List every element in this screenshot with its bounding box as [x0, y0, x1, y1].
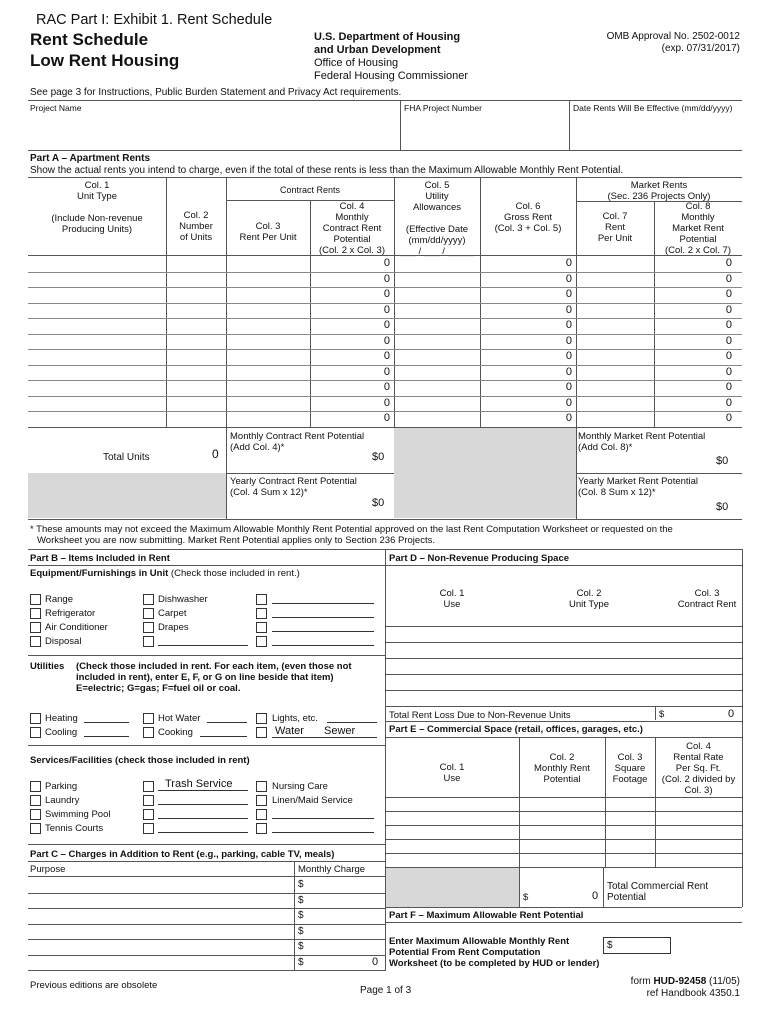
cooling-fuel-line[interactable] [84, 736, 129, 737]
cooking-label: Cooking [158, 727, 193, 738]
total-units-value[interactable]: 0 [212, 447, 219, 461]
disposal-checkbox[interactable] [30, 636, 41, 647]
monthly-market-rent-cell[interactable]: 0 [725, 273, 732, 285]
part-a-title: Part A – Apartment Rents [30, 153, 151, 164]
equipment-heading: Equipment/Furnishings in Unit (Check those included in rent.) [30, 568, 300, 579]
part-d-col1-header: Col. 1 Use [439, 588, 465, 610]
gross-rent-cell[interactable]: 0 [565, 397, 572, 409]
other-equipment-checkbox-1[interactable] [143, 636, 154, 647]
agency-name: U.S. Department of Housing [314, 31, 461, 43]
handbook-reference: ref Handbook 4350.1 [646, 988, 740, 999]
air-conditioner-checkbox[interactable] [30, 622, 41, 633]
gross-rent-cell[interactable]: 0 [565, 304, 572, 316]
gross-rent-cell[interactable]: 0 [565, 319, 572, 331]
exhibit-title: RAC Part I: Exhibit 1. Rent Schedule [36, 12, 273, 28]
gross-rent-cell[interactable]: 0 [565, 257, 572, 269]
instructions-note: See page 3 for Instructions, Public Burden Statement and Privacy Act requirements. [30, 87, 402, 98]
charge-row[interactable] [28, 924, 385, 939]
tennis-courts-checkbox[interactable] [30, 823, 41, 834]
table-row[interactable] [28, 334, 742, 350]
commissioner-name: Federal Housing Commissioner [314, 70, 469, 82]
part-f-instructions: Enter Maximum Allowable Monthly Rent Potential From Rent Computation Worksheet (to be completed by HUD or lender) [389, 936, 600, 969]
yearly-market-value[interactable]: $0 [716, 501, 729, 513]
part-d-col3-header: Col. 3 Contract Rent [677, 588, 737, 610]
other-service-line-2[interactable] [158, 818, 248, 819]
footnote-line-1: * These amounts may not exceed the Maximum Allowable Monthly Rent Potential approved on the last Rent Computation Worksheet or requested on the [30, 524, 673, 535]
carpet-label: Carpet [158, 608, 187, 619]
fha-number-field[interactable]: FHA Project Number [404, 103, 482, 113]
table-row[interactable] [28, 272, 742, 288]
monthly-market-rent-cell[interactable]: 0 [725, 304, 732, 316]
max-allowable-rent-field[interactable] [603, 937, 671, 954]
hot-water-checkbox[interactable] [143, 713, 154, 724]
yearly-contract-value[interactable]: $0 [372, 497, 385, 509]
col6-header: Col. 6 Gross Rent (Col. 3 + Col. 5) [494, 201, 562, 234]
other-service-checkbox-2[interactable] [143, 809, 154, 820]
part-e-col1-header: Col. 1 Use [439, 762, 465, 784]
disposal-label: Disposal [45, 636, 82, 647]
utilities-legend: E=electric; G=gas; F=fuel oil or coal. [76, 683, 241, 694]
other-service-checkbox-3[interactable] [143, 823, 154, 834]
monthly-market-rent-cell[interactable]: 0 [725, 335, 732, 347]
col4-header: Col. 4 Monthly Contract Rent Potential (Col. 2 x Col. 3) [319, 201, 385, 256]
monthly-contract-rent-cell[interactable]: 0 [383, 319, 390, 331]
monthly-contract-value[interactable]: $0 [372, 451, 385, 463]
monthly-contract-rent-cell[interactable]: 0 [383, 381, 390, 393]
monthly-market-rent-cell[interactable]: 0 [725, 397, 732, 409]
table-row[interactable] [28, 365, 742, 381]
range-checkbox[interactable] [30, 594, 41, 605]
form-title: Rent Schedule [30, 30, 149, 49]
parking-label: Parking [45, 781, 78, 792]
monthly-market-rent-cell[interactable]: 0 [725, 412, 732, 424]
swimming-pool-checkbox[interactable] [30, 809, 41, 820]
part-c-title: Part C – Charges in Addition to Rent (e.g., parking, cable TV, meals) [30, 849, 335, 860]
table-row[interactable] [28, 380, 742, 396]
gross-rent-cell[interactable]: 0 [565, 366, 572, 378]
services-heading: Services/Facilities (check those included in rent) [30, 755, 250, 766]
market-rents-header: Market Rents (Sec. 236 Projects Only) [607, 180, 711, 202]
other-service-checkbox-1[interactable] [143, 795, 154, 806]
carpet-checkbox[interactable] [143, 608, 154, 619]
commercial-total-value[interactable]: 0 [592, 890, 599, 902]
monthly-contract-rent-cell[interactable]: 0 [383, 397, 390, 409]
air-conditioner-label: Air Conditioner [45, 622, 108, 633]
table-row[interactable] [28, 349, 742, 365]
col1-header: Col. 1 Unit Type (Include Non-revenue Producing Units) [51, 180, 143, 235]
monthly-contract-rent-cell[interactable]: 0 [383, 273, 390, 285]
lights-label: Lights, etc. [272, 713, 318, 724]
part-e-title: Part E – Commercial Space (retail, offices, garages, etc.) [389, 724, 643, 735]
monthly-contract-rent-cell[interactable]: 0 [383, 257, 390, 269]
other-equipment-line-3[interactable] [272, 617, 374, 618]
other-service-checkbox-5[interactable] [256, 823, 267, 834]
contract-rents-header: Contract Rents [279, 185, 341, 195]
other-equipment-line-4[interactable] [272, 631, 374, 632]
sewer-value[interactable]: Sewer [324, 725, 356, 737]
utilities-heading: Utilities [30, 661, 65, 672]
form-number: form HUD-92458 (11/05) [630, 976, 740, 987]
tennis-courts-label: Tennis Courts [45, 823, 104, 834]
footnote-line-2: Worksheet you are now submitting. Market Rent Potential applies only to Section 236 Projects. [37, 535, 435, 546]
col7-header: Col. 7 Rent Per Unit [597, 211, 633, 244]
commercial-total-dollar: $ [523, 892, 529, 903]
heating-fuel-line[interactable] [84, 722, 129, 723]
charge-dollar-sign: $ [298, 895, 304, 906]
agency-name-2: and Urban Development [314, 44, 441, 56]
part-e-col2-header: Col. 2 Monthly Rent Potential [534, 752, 590, 785]
cooking-fuel-line[interactable] [200, 736, 247, 737]
swimming-pool-label: Swimming Pool [45, 809, 111, 820]
charge-row[interactable] [28, 955, 385, 970]
other-service-line-4[interactable] [272, 818, 374, 819]
part-c-last-value[interactable]: 0 [372, 956, 379, 968]
omb-expiration: (exp. 07/31/2017) [661, 43, 740, 54]
charge-row[interactable] [28, 893, 385, 908]
linen-maid-label: Linen/Maid Service [272, 795, 353, 806]
part-e-col3-header: Col. 3 Square Footage [612, 752, 648, 785]
dishwasher-label: Dishwasher [158, 594, 208, 605]
col2-header: Col. 2 Number of Units [179, 210, 213, 243]
dishwasher-checkbox[interactable] [143, 594, 154, 605]
monthly-market-rent-cell[interactable]: 0 [725, 366, 732, 378]
charge-row[interactable] [28, 908, 385, 923]
monthly-market-rent-cell[interactable]: 0 [725, 319, 732, 331]
gross-rent-cell[interactable]: 0 [565, 288, 572, 300]
omb-approval: OMB Approval No. 2502-0012 [606, 31, 740, 42]
gross-rent-cell[interactable]: 0 [565, 350, 572, 362]
charge-dollar-sign: $ [298, 910, 304, 921]
monthly-market-rent-cell[interactable]: 0 [725, 257, 732, 269]
lights-fuel-line[interactable] [327, 722, 377, 723]
refrigerator-label: Refrigerator [45, 608, 96, 619]
range-label: Range [45, 594, 73, 605]
project-name-field[interactable]: Project Name [30, 103, 82, 113]
gross-rent-cell[interactable]: 0 [565, 412, 572, 424]
table-row[interactable] [28, 256, 742, 272]
other-service-line-5[interactable] [272, 832, 374, 833]
lights-checkbox[interactable] [256, 713, 267, 724]
other-equipment-checkbox-5[interactable] [256, 636, 267, 647]
other-equipment-line-2[interactable] [272, 603, 374, 604]
cooling-checkbox[interactable] [30, 727, 41, 738]
refrigerator-checkbox[interactable] [30, 608, 41, 619]
commercial-total-label: Total Commercial Rent Potential [607, 881, 709, 903]
trash-service-checkbox[interactable] [143, 781, 154, 792]
trash-service-value[interactable]: Trash Service [165, 778, 233, 790]
heating-checkbox[interactable] [30, 713, 41, 724]
nursing-care-checkbox[interactable] [256, 781, 267, 792]
water-checkbox[interactable] [256, 727, 267, 738]
yearly-market-label: Yearly Market Rent Potential (Col. 8 Sum x 12)* [578, 476, 699, 498]
previous-editions-note: Previous editions are obsolete [30, 980, 158, 991]
col3-header: Col. 3 Rent Per Unit [239, 221, 297, 243]
monthly-market-rent-cell[interactable]: 0 [725, 350, 732, 362]
yearly-contract-label: Yearly Contract Rent Potential (Col. 4 Sum x 12)* [230, 476, 357, 498]
monthly-market-value[interactable]: $0 [716, 455, 729, 467]
charge-dollar-sign: $ [298, 957, 304, 968]
parking-checkbox[interactable] [30, 781, 41, 792]
other-equipment-checkbox-3[interactable] [256, 608, 267, 619]
total-rent-loss-value[interactable]: 0 [728, 708, 735, 720]
charge-dollar-sign: $ [298, 879, 304, 890]
form-subtitle: Low Rent Housing [30, 51, 180, 70]
office-name: Office of Housing [314, 57, 399, 69]
utilities-description: (Check those included in rent. For each item, (even those not included in rent), enter E, F, or G on line beside that item) [76, 661, 352, 683]
heating-label: Heating [45, 713, 78, 724]
cooling-label: Cooling [45, 727, 78, 738]
drapes-label: Drapes [158, 622, 189, 633]
monthly-contract-rent-cell[interactable]: 0 [383, 304, 390, 316]
col8-header: Col. 8 Monthly Market Rent Potential (Col. 2 x Col. 7) [665, 201, 731, 256]
purpose-header: Purpose [30, 864, 66, 875]
other-equipment-line-1[interactable] [158, 645, 248, 646]
laundry-checkbox[interactable] [30, 795, 41, 806]
part-a-description: Show the actual rents you intend to charge, even if the total of these rents is less than the Maximum Allowable Monthly Rent Potential. [30, 165, 624, 176]
monthly-market-rent-cell[interactable]: 0 [725, 381, 732, 393]
other-equipment-line-5[interactable] [272, 645, 374, 646]
total-rent-loss-dollar: $ [659, 709, 665, 720]
page-number: Page 1 of 3 [360, 985, 412, 996]
other-service-line-1[interactable] [158, 804, 248, 805]
part-d-col2-header: Col. 2 Unit Type [569, 588, 609, 610]
table-row[interactable] [28, 396, 742, 412]
table-row[interactable] [28, 303, 742, 319]
other-service-checkbox-4[interactable] [256, 809, 267, 820]
other-equipment-checkbox-2[interactable] [256, 594, 267, 605]
cooking-checkbox[interactable] [143, 727, 154, 738]
monthly-market-rent-cell[interactable]: 0 [725, 288, 732, 300]
monthly-charge-header: Monthly Charge [298, 864, 366, 875]
hot-water-fuel-line[interactable] [207, 722, 247, 723]
total-units-label: Total Units [103, 452, 150, 463]
part-f-title: Part F – Maximum Allowable Rent Potential [389, 910, 584, 921]
gross-rent-cell[interactable]: 0 [565, 273, 572, 285]
other-service-line-3[interactable] [158, 832, 248, 833]
drapes-checkbox[interactable] [143, 622, 154, 633]
monthly-contract-label: Monthly Contract Rent Potential (Add Col. 4)* [230, 431, 365, 453]
laundry-label: Laundry [45, 795, 80, 806]
hot-water-label: Hot Water [158, 713, 201, 724]
charge-row[interactable] [28, 877, 385, 892]
monthly-contract-rent-cell[interactable]: 0 [383, 335, 390, 347]
part-e-col4-header: Col. 4 Rental Rate Per Sq. Ft. (Col. 2 divided by Col. 3) [661, 741, 736, 796]
table-row[interactable] [28, 411, 742, 427]
monthly-contract-rent-cell[interactable]: 0 [383, 350, 390, 362]
monthly-contract-rent-cell[interactable]: 0 [383, 366, 390, 378]
part-d-title: Part D – Non-Revenue Producing Space [389, 553, 570, 564]
nursing-care-label: Nursing Care [272, 781, 328, 792]
max-allowable-rent-dollar: $ [607, 940, 613, 951]
gross-rent-cell[interactable]: 0 [565, 335, 572, 347]
gross-rent-cell[interactable]: 0 [565, 381, 572, 393]
part-b-title: Part B – Items Included in Rent [30, 553, 170, 564]
col5-header: Col. 5 Utility Allowances (Effective Date (mm/dd/yyyy) ___ / ___ / _____ [400, 180, 474, 257]
monthly-contract-rent-cell[interactable]: 0 [383, 288, 390, 300]
total-rent-loss-label: Total Rent Loss Due to Non-Revenue Units [389, 710, 571, 721]
charge-dollar-sign: $ [298, 926, 304, 937]
charge-dollar-sign: $ [298, 941, 304, 952]
table-row[interactable] [28, 287, 742, 303]
charge-row[interactable] [28, 939, 385, 954]
monthly-contract-rent-cell[interactable]: 0 [383, 412, 390, 424]
water-value[interactable]: Water [275, 725, 304, 737]
linen-maid-checkbox[interactable] [256, 795, 267, 806]
effective-date-field[interactable]: Date Rents Will Be Effective (mm/dd/yyyy) [573, 103, 733, 113]
monthly-market-label: Monthly Market Rent Potential (Add Col. 8)* [578, 431, 706, 453]
other-equipment-checkbox-4[interactable] [256, 622, 267, 633]
table-row[interactable] [28, 318, 742, 334]
